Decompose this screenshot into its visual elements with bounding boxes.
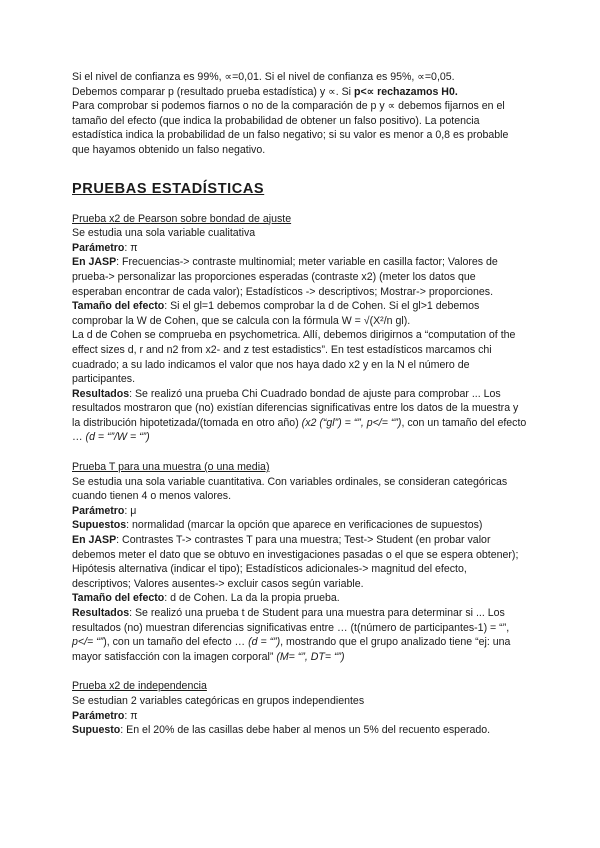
s1-resultados [72,387,528,445]
s2-sup-text: : normalidad (marcar la opción que aparece en verificaciones de supuestos) [126,519,483,532]
s3-param-value: : π [124,709,138,722]
s2-tamano-label: Tamaño del efecto [72,592,165,605]
s1-param-value: : π [124,241,138,254]
s2-res-italic-2: (d = “”) [248,636,281,649]
s1-param-label: Parámetro [72,241,125,254]
s1-tamano-text: : Si el gl=1 debemos comprobar la d de Cohen. Si el gl>1 debemos comprobar la W de Cohen, que se calcula con la fórmula W = √(X²/n gl). [72,300,480,327]
s1-res-text: : Se realizó una prueba Chi Cuadrado bondad de ajuste para comprobar ... Los resultados mostraron que (no) existían diferencias significativas entre los datos de la muestra y la distribución hipotetizada/(tomada en otro año) [72,387,519,429]
intro-line-2-bold: p<∝ rechazamos H0. [353,85,458,98]
s1-tamano-label: Tamaño del efecto [72,300,165,313]
s2-jasp-label: En JASP [72,534,117,547]
section-heading: PRUEBAS ESTADÍSTICAS [72,180,265,197]
s3-title: Prueba x2 de independencia [72,680,207,693]
s1-jasp-label: En JASP [72,256,117,269]
s3-param-label: Parámetro [72,709,125,722]
s2-res-text-2: ), con un tamaño del efecto … [103,636,249,649]
s2-tamano-text: : d de Cohen. La da la propia prueba. [164,592,340,605]
s2-supuestos [72,518,528,533]
s1-jasp-text: : Frecuencias-> contraste multinomial; meter variable en casilla factor; Valores de prueba-> personalizar las proporciones esperadas (contraste x2) (meter los datos que esperaban encontrar de cada valor); Estadísticos -> descriptivos; Mostrar-> proporciones. [72,256,498,298]
s3-param [72,709,528,724]
s2-desc: Se estudia una sola variable cuantitativa. Con variables ordinales, se consideran categóricas cuando tienen 4 o menos valores. [72,475,508,503]
s1-res-italic-2: (d = “”/W = “”) [85,431,150,444]
s1-title: Prueba x2 de Pearson sobre bondad de ajuste [72,212,292,225]
s1-jasp [72,255,528,299]
s1-cohen: La d de Cohen se comprueba en psychometrica. Allí, debemos dirigirnos a “computation of the effect sizes d, r and n2 from x2- and z test estadistics”. En test estadísticos marcamos chi cuadrado; a su lado indicamos el valor que nos haya dado x2 y en la N el número de participantes. [72,329,516,386]
s2-jasp [72,533,528,591]
s1-res-italic-1: (x2 (“gl”) = “”, p</= “”) [301,416,402,429]
intro-line-2-text: Debemos comparar p (resultado prueba estadística) y ∝. Si [72,85,354,98]
s1-param [72,241,528,256]
s2-jasp-text: : Contrastes T-> contrastes T para una muestra; Test-> Student (en probar valor debemos meter el dato que se obtuvo en investigaciones pasadas o el que se espera obtener); Hipótesis alternativa (indicar el tipo); Estadísticos adicionales-> magnitud del efecto, descriptivos; Valores ausentes-> excluir casos según variable. [72,534,519,590]
s1-tamano [72,299,528,328]
document-page [72,70,528,738]
intro-line-2 [72,85,528,100]
s3-desc: Se estudian 2 variables categóricas en grupos independientes [72,694,365,707]
s3-sup-label: Supuesto [72,724,121,737]
s1-res-label: Resultados [72,387,130,400]
s2-param-value: : μ [124,504,137,517]
s3-sup-text: : En el 20% de las casillas debe haber al menos un 5% del recuento esperado. [120,724,491,737]
s2-res-italic-3: (M= “”, DT= “”) [276,650,345,663]
s2-resultados [72,606,528,664]
intro-line-1: Si el nivel de confianza es 99%, ∝=0,01. Si el nivel de confianza es 95%, ∝=0,05. [72,71,455,83]
s1-desc: Se estudia una sola variable cualitativa [72,227,256,240]
s2-res-text: : Se realizó una prueba t de Student para una muestra para determinar si ... Los resultados (no) muestran diferencias significativas entre … (t(número de participantes-1) = “”, [72,607,510,634]
s2-res-label: Resultados [72,607,130,619]
s1-res-text-2: , con un tamaño del efecto … [72,416,527,444]
s2-title: Prueba T para una muestra (o una media) [72,461,270,474]
s2-res-text-3: , mostrando que el grupo analizado tiene “ej: una mayor satisfacción con la imagen corporal” [72,636,511,663]
s2-param-label: Parámetro [72,504,125,517]
s2-tamano [72,591,528,606]
s2-param [72,504,528,519]
s2-res-italic-1: p</= “” [72,636,104,649]
intro-paragraph: Para comprobar si podemos fiarnos o no de la comparación de p y ∝ debemos fijarnos en el tamaño del efecto (que indica la probabilidad de obtener un falso positivo). La potencia estadística indica la probabilidad de un falso negativo; si su valor es menor a 0,8 es probable que hayamos obtenido un falso negativo. [72,100,509,156]
s2-sup-label: Supuestos [72,519,127,532]
s3-supuesto [72,723,528,738]
